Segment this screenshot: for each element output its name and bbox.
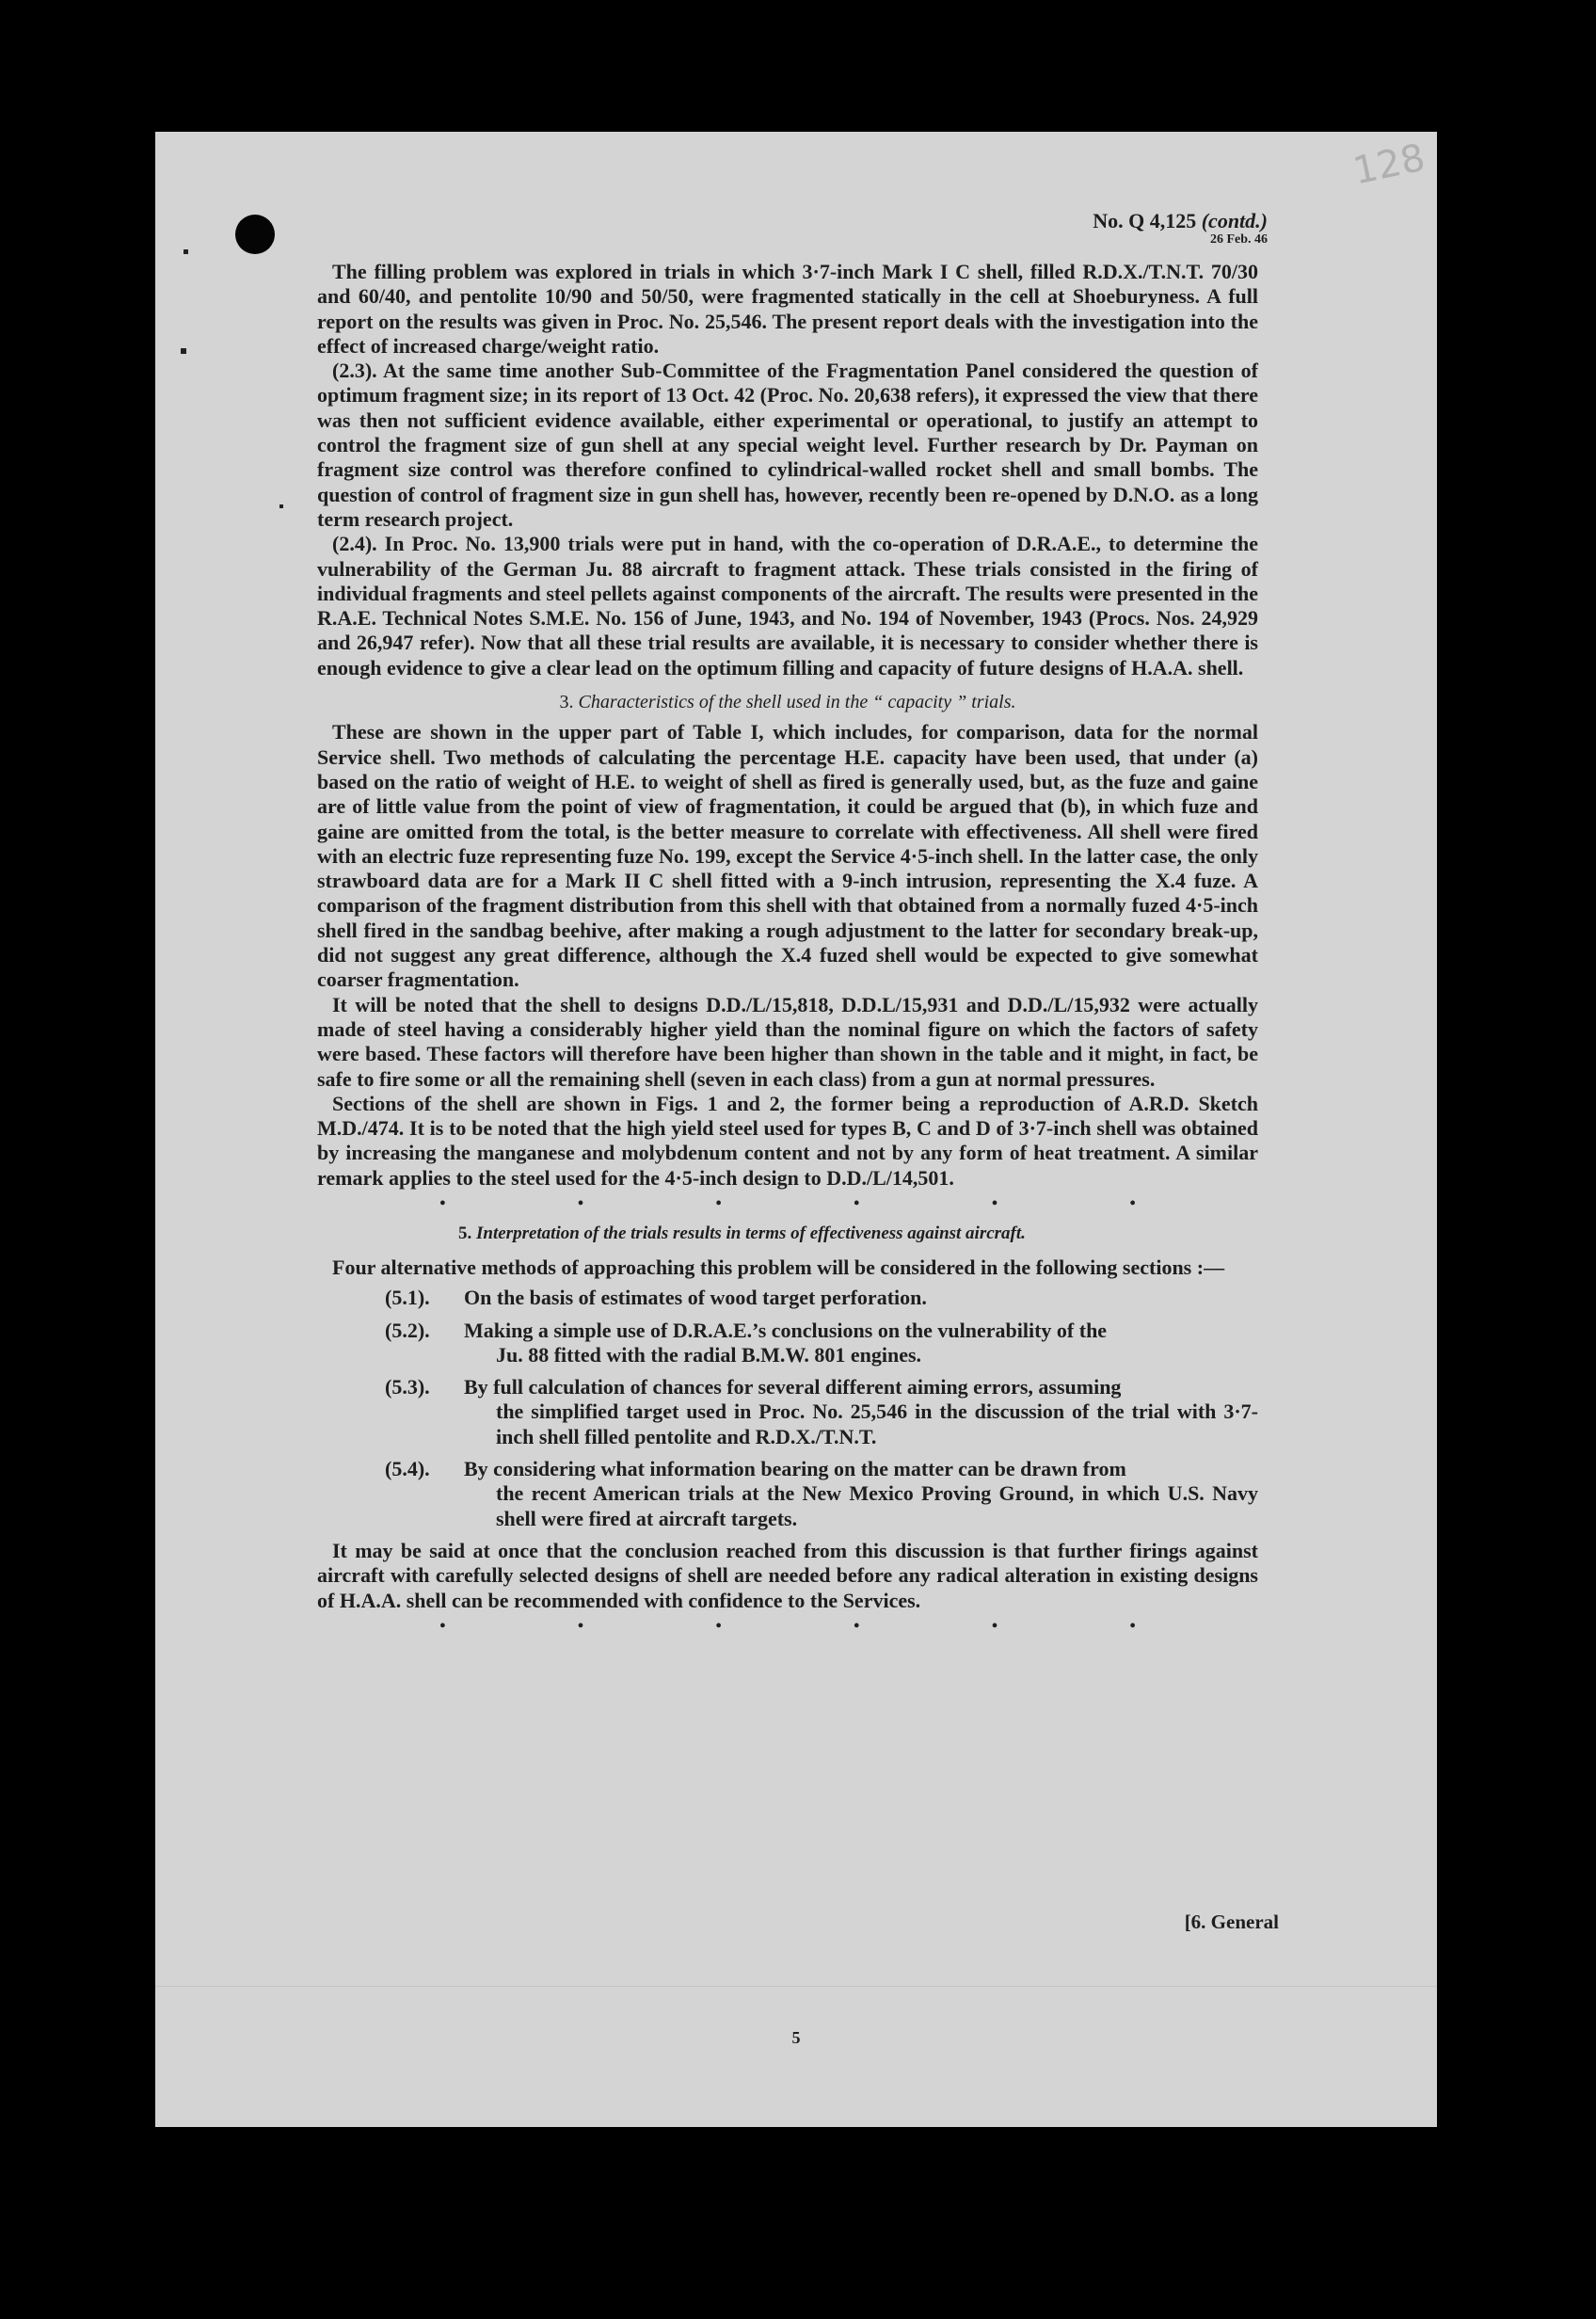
list-item-continuation: the recent American trials at the New Mexico Proving Ground, in which U.S. Navy shell were fired at aircraft targets. — [496, 1481, 1258, 1530]
section-3-paragraph-1: These are shown in the upper part of Table I, which includes, for comparison, data for the normal Service shell. Two methods of calculating the percentage H.E. capacity have been used, that under (a) based on the ratio of weight of H.E. to weight of shell as fired is generally used, but, as the fuze and gaine are of little value from the point of view of fragmentation, it could be argued that (b), in which fuze and gaine are omitted from the total, is the better measure to correlate with effectiveness. All shell were fired with an electric fuze representing fuze No. 199, except the Service 4·5-inch shell. In the latter case, the only strawboard data are for a Mark II C shell fitted with a 9-inch intrusion, representing the X.4 fuze. A comparison of the fragment distribution from this shell with that obtained from a normally fuzed 4·5-inch shell fired in the sandbag beehive, after making a rough adjustment to the latter for secondary break-up, did not suggest any great difference, although the X.4 fuzed shell would be expected to give somewhat coarser fragmentation. — [317, 720, 1258, 992]
intro-paragraph: The filling problem was explored in trials in which 3·7-inch Mark I C shell, filled R.D.X./T.N.T. 70/30 and 60/40, and pentolite 10/90 and 50/50, were fragmented statically in the cell at Shoeburyness. A full report on the results was given in Proc. No. 25,546. The present report deals with the investigation into the effect of increased charge/weight ratio. — [317, 260, 1258, 358]
section-5-intro: Four alternative methods of approaching this problem will be considered in the following sections :— — [332, 1255, 1225, 1279]
list-item-text — [464, 1375, 1258, 1449]
page-number: 5 — [791, 2028, 801, 2047]
section-5-conclusion: It may be said at once that the conclusion reached from this discussion is that further firings against aircraft with carefully selected designs of shell are needed before any radical alteration in existing designs of H.A.A. shell can be recommended with confidence to the Services. — [317, 1538, 1258, 1612]
separator-dot: • — [853, 1192, 860, 1214]
punch-hole — [235, 215, 275, 254]
reference-number — [1093, 209, 1268, 233]
reference-no: No. Q 4,125 — [1093, 209, 1197, 232]
document-page — [155, 132, 1437, 2127]
separator-dot: • — [439, 1615, 446, 1637]
list-item-first-line: Making a simple use of D.R.A.E.’s conclusions on the vulnerability of the — [464, 1318, 1108, 1342]
corner-handwritten-note: 128 — [1349, 136, 1429, 194]
reference-suffix: (contd.) — [1201, 209, 1268, 232]
section-3-paragraph-3: Sections of the shell are shown in Figs. 1 and 2, the former being a reproduction of A.R.D. Sketch M.D./474. It is to be noted that the high yield steel used for types B, C and D of 3·7-inch shell was obtained by increasing the manganese and molybdenum content and not by any form of heat treatment. A similar remark applies to the steel used for the 4·5-inch design to D.D./L/14,501. — [317, 1091, 1258, 1190]
section-5-list — [317, 1286, 1258, 1531]
list-item — [317, 1319, 1258, 1368]
list-item-first-line: By considering what information bearing on the matter can be drawn from — [464, 1457, 1126, 1481]
catchword: [6. General — [1184, 1911, 1279, 1933]
list-item-text — [464, 1319, 1258, 1368]
list-item — [317, 1375, 1258, 1449]
list-item — [317, 1286, 1258, 1310]
separator-dot: • — [1129, 1615, 1137, 1637]
section-5-title: Interpretation of the trials results in terms of effectiveness against aircraft. — [476, 1223, 1026, 1243]
list-item-number: (5.1). — [385, 1286, 430, 1310]
margin-mark — [181, 348, 186, 354]
list-item-number: (5.4). — [385, 1457, 430, 1481]
separator-dot: • — [853, 1615, 860, 1637]
separator-dot: • — [577, 1192, 584, 1214]
margin-mark — [279, 504, 283, 508]
list-item-text — [464, 1286, 1258, 1310]
section-5-number: 5. — [458, 1223, 472, 1243]
list-item-number: (5.2). — [385, 1318, 430, 1342]
margin-mark — [184, 249, 188, 254]
separator-dot: • — [715, 1615, 723, 1637]
list-item-first-line: By full calculation of chances for several different aiming errors, assuming — [464, 1375, 1122, 1399]
list-item-number: (5.3). — [385, 1375, 430, 1399]
paragraph-2-3: (2.3). At the same time another Sub-Committee of the Fragmentation Panel considered the question of optimum fragment size; in its report of 13 Oct. 42 (Proc. No. 20,638 refers), it expressed the view that there was then not sufficient evidence available, either experimental or operational, to justify an attempt to control the fragment size of gun shell at any special weight level. Further research by Dr. Payman on fragment size control was therefore confined to cylindrical-walled rocket shell and small bombs. The question of control of fragment size in gun shell has, however, recently been re-opened by D.N.O. as a long term research project. — [317, 359, 1258, 531]
document-body — [317, 260, 1258, 1645]
separator-dot: • — [991, 1192, 998, 1214]
document-header — [1093, 209, 1268, 248]
section-separator — [374, 1194, 1202, 1213]
separator-dot: • — [1129, 1192, 1137, 1214]
paragraph-2-4: (2.4). In Proc. No. 13,900 trials were put in hand, with the co-operation of D.R.A.E., to determine the vulnerability of the German Ju. 88 aircraft to fragment attack. These trials consisted in the firing of individual fragments and steel pellets against components of the aircraft. The results were presented in the R.A.E. Technical Notes S.M.E. No. 156 of June, 1943, and No. 194 of November, 1943 (Procs. Nos. 24,929 and 26,947 refer). Now that all these trial results are available, it is necessary to consider whether there is enough evidence to give a clear lead on the optimum filling and capacity of future designs of H.A.A. shell. — [317, 532, 1258, 680]
section-3-heading — [317, 690, 1258, 714]
separator-dot: • — [991, 1615, 998, 1637]
list-item-first-line: On the basis of estimates of wood target perforation. — [464, 1286, 927, 1310]
section-5-heading — [458, 1223, 1258, 1244]
footer-rule — [155, 1986, 1437, 1987]
section-separator — [374, 1617, 1202, 1636]
list-item — [317, 1457, 1258, 1531]
document-date: 26 Feb. 46 — [1209, 232, 1268, 247]
list-item-continuation: Ju. 88 fitted with the radial B.M.W. 801 engines. — [496, 1342, 922, 1367]
separator-dot: • — [715, 1192, 723, 1214]
section-3-paragraph-2: It will be noted that the shell to designs D.D./L/15,818, D.D.L/15,931 and D.D./L/15,932 were actually made of steel having a considerably higher yield than the nominal figure on which the factors of safety were based. These factors will therefore have been higher than shown in the table and it might, in fact, be safe to fire some or all the remaining shell (seven in each class) from a gun at normal pressures. — [317, 992, 1258, 1091]
section-3-number: 3. — [559, 692, 574, 713]
list-item-text — [464, 1457, 1258, 1531]
section-3-title: Characteristics of the shell used in the “ capacity ” trials. — [578, 692, 1016, 713]
separator-dot: • — [439, 1192, 446, 1214]
separator-dot: • — [577, 1615, 584, 1637]
list-item-continuation: the simplified target used in Proc. No. 25,546 in the discussion of the trial with 3·7-inch shell filled pentolite and R.D.X./T.N.T. — [496, 1399, 1258, 1448]
